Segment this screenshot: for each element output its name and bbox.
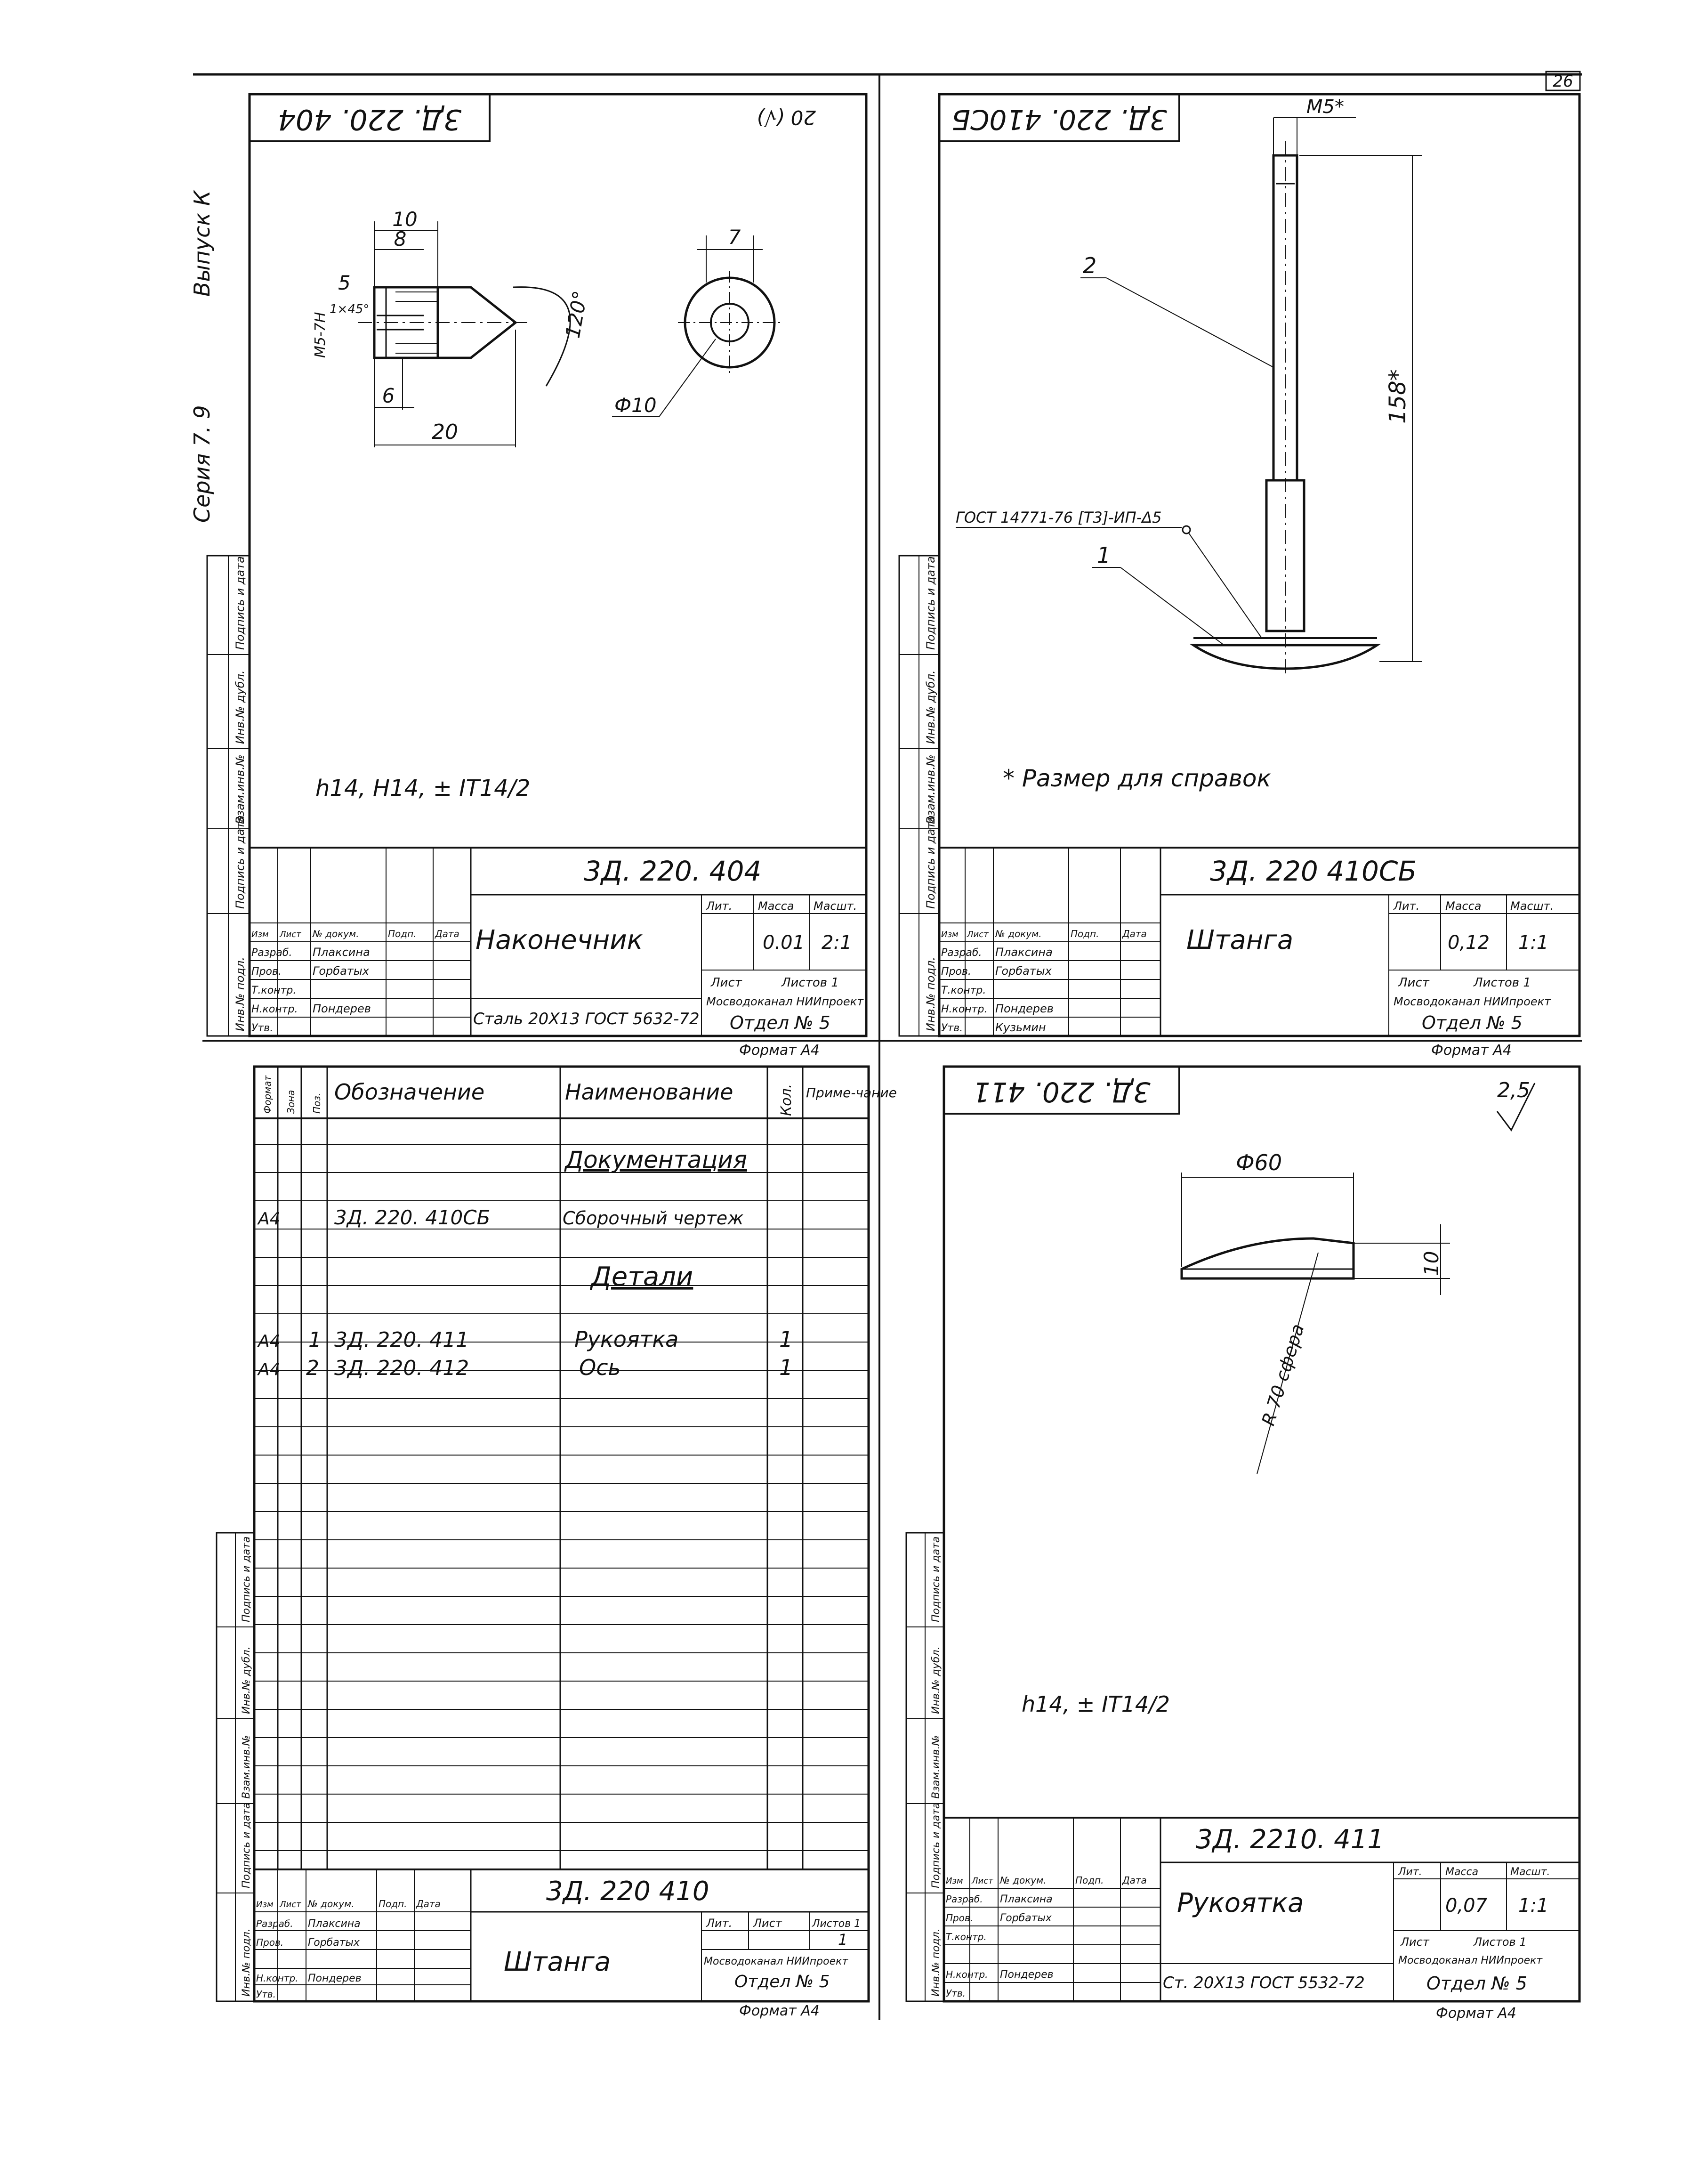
sheet-b-role-4: Н.контр. (941, 1003, 988, 1015)
sheet-d-name: Рукоятка (1177, 1888, 1304, 1918)
side-stamp-d-5: Подпись и дата (930, 1536, 942, 1622)
spec-section-docs: Документация (565, 1146, 747, 1173)
sheet-c-hd-1: Изм (256, 1900, 274, 1909)
sheet-b-scale-head: Масшт. (1510, 899, 1554, 913)
dim-7: 7 (728, 226, 741, 249)
sheet-d-hd-5: Дата (1122, 1875, 1147, 1886)
sheet-d-stamp: 3Д. 220. 411 (973, 1076, 1151, 1108)
sheet-a-role-4: Н.контр. (251, 1003, 298, 1015)
spec-part1-format: А4 (258, 1332, 281, 1351)
sheet-d-dia60: Ф60 (1236, 1150, 1282, 1175)
sheet-b-mass-head: Масса (1445, 899, 1482, 913)
sheet-c-dept: Отдел № 5 (734, 1972, 830, 1991)
side-stamp-d-3: Взам.инв.№ (930, 1735, 942, 1799)
sheet-a-title-block (250, 848, 866, 1059)
side-stamp-b-4: Инв.№ дубл. (924, 670, 937, 744)
sheet-b-razrab: Плаксина (995, 946, 1053, 959)
sheet-b-scale: 1:1 (1518, 932, 1549, 954)
sheet-a-material: Сталь 20Х13 ГОСТ 5632-72 (473, 1010, 700, 1028)
sheet-a-name: Наконечник (475, 925, 643, 955)
side-stamp-c-2: Подпись и дата (241, 1802, 252, 1888)
sheet-a-hd-5: Дата (435, 928, 459, 939)
sheet-d-designation: 3Д. 2210. 411 (1196, 1824, 1384, 1855)
sheet-c-designation: 3Д. 220 410 (546, 1876, 709, 1907)
sheet-a-scale: 2:1 (822, 932, 852, 954)
sheet-a-role-1: Разраб. (251, 947, 292, 959)
sheet-c-razrab: Плаксина (308, 1918, 361, 1930)
sheet-b-thread: M5* (1306, 96, 1344, 118)
spec-col-zone: Зона (285, 1090, 297, 1114)
sheet-d-nkontr: Пондерев (1000, 1969, 1054, 1981)
sheet-d-hd-2: Лист (972, 1876, 993, 1886)
sheet-a-sheet: Лист (711, 976, 742, 990)
sheet-b-weld: ГОСТ 14771-76 [Т3]-ИП-Δ5 (956, 509, 1162, 526)
sheet-b-hd-1: Изм (941, 930, 959, 939)
sheet-d-role-3: Т.контр. (946, 1931, 987, 1942)
sheet-d-scale: 1:1 (1518, 1895, 1549, 1917)
sheet-d-material: Ст. 20Х13 ГОСТ 5532-72 (1163, 1974, 1365, 1992)
side-stamp-d-1: Инв.№ подл. (930, 1928, 942, 1997)
sheet-a (207, 94, 866, 1059)
sheet-d-roughness: 2,5 (1497, 1078, 1530, 1102)
sheet-b-role-3: Т.контр. (941, 985, 986, 996)
sheet-b-stamp: 3Д. 220. 410СБ (951, 103, 1167, 136)
sheet-d-h10: 10 (1420, 1251, 1443, 1276)
spec-col-pos: Поз. (311, 1092, 322, 1114)
sheet-c-org: Мосводоканал НИИпроект (704, 1956, 848, 1967)
spec-asm-format: А4 (258, 1209, 281, 1229)
side-stamp-b-3: Взам.инв.№ (924, 754, 937, 824)
dim-chamfer: 1×45° (330, 302, 370, 316)
sheet-c-nkontr: Пондерев (308, 1973, 362, 1984)
sheet-a-hd-3: № докум. (313, 928, 359, 939)
sheet-a-mass-head: Масса (758, 899, 794, 913)
tip-end-view (612, 226, 782, 417)
sheet-a-scale-head: Масшт. (814, 899, 857, 913)
spec-part2-name: Ось (579, 1355, 621, 1380)
spec-col-name: Наименование (565, 1079, 733, 1105)
sheet-b-role-5: Утв. (941, 1022, 963, 1034)
sheet-a-role-3: Т.контр. (251, 985, 297, 996)
dim-8: 8 (394, 227, 407, 251)
side-stamp-c-5: Подпись и дата (241, 1536, 252, 1622)
sheet-d-mass: 0,07 (1445, 1895, 1488, 1917)
sheet-d-format: Формат А4 (1436, 2005, 1516, 2022)
sheet-a-lit-head: Лит. (706, 899, 733, 913)
issue-margin-label: Выпуск К (189, 190, 215, 297)
sheet-c-specification (217, 1067, 897, 2019)
side-stamp-d-2: Подпись и дата (930, 1802, 942, 1888)
sheet-c-role-1: Разраб. (256, 1918, 293, 1929)
sheet-c-hd-5: Дата (416, 1898, 441, 1909)
sheet-d-sheets: Листов 1 (1474, 1935, 1527, 1949)
side-stamp-c-4: Инв.№ дубл. (241, 1646, 252, 1714)
tip-side-view (312, 208, 592, 447)
sheet-b-hd-5: Дата (1122, 928, 1147, 939)
sheet-a-designation: 3Д. 220. 404 (584, 855, 762, 887)
sheet-d-scale-head: Масшт. (1510, 1866, 1550, 1878)
sheet-a-stamp: 3Д. 220. 404 (277, 103, 462, 136)
spec-part1-name: Рукоятка (574, 1327, 679, 1352)
sheet-d-tolerance: h14, ± IT14/2 (1022, 1691, 1170, 1717)
sheet-b-pos2: 2 (1083, 253, 1097, 278)
sheet-b-role-2: Пров. (941, 966, 971, 978)
spec-part2-designation: 3Д. 220. 412 (334, 1356, 469, 1380)
sheet-d-hd-3: № докум. (1000, 1875, 1047, 1886)
spec-part2-qty: 1 (779, 1355, 793, 1380)
sheet-d-dept: Отдел № 5 (1426, 1973, 1527, 1994)
side-stamp-c-3: Взам.инв.№ (241, 1735, 252, 1799)
dim-5: 5 (338, 271, 351, 294)
sheet-d-role-4: Н.контр. (946, 1969, 988, 1980)
sheet-b-sheets: Листов 1 (1474, 976, 1531, 990)
sheet-c-hd-3: № докум. (308, 1898, 355, 1909)
sheet-b-nkontr: Пондерев (995, 1002, 1054, 1015)
sheet-a-tolerance: h14, H14, ± IT14/2 (315, 775, 531, 801)
dim-10: 10 (392, 208, 418, 231)
sheet-b-dim-158: 158* (1385, 369, 1411, 424)
sheet-c-sheet-head: Лист (753, 1917, 782, 1930)
sheet-d-prov: Горбатых (1000, 1912, 1052, 1924)
dim-6: 6 (382, 384, 395, 407)
sheet-a-org: Мосводоканал НИИпроект (706, 995, 864, 1008)
sheet-c-role-5: Утв. (256, 1989, 276, 2000)
sheet-c-format: Формат А4 (739, 2003, 820, 2019)
sheet-a-sheets: Листов 1 (782, 976, 839, 990)
sheet-a-hd-1: Изм (251, 930, 269, 939)
sheet-b-lit-head: Лит. (1394, 899, 1420, 913)
sheet-a-prov: Горбатых (313, 964, 369, 978)
sheet-a-nkontr: Пондерев (313, 1002, 371, 1015)
spec-col-format: Формат (262, 1075, 273, 1114)
sheet-b-dept: Отдел № 5 (1422, 1012, 1523, 1033)
spec-col-designation: Обозначение (334, 1079, 485, 1105)
sheet-a-dept: Отдел № 5 (730, 1012, 830, 1033)
spec-part2-format: А4 (258, 1360, 281, 1379)
spec-asm-name: Сборочный чертеж (563, 1208, 744, 1229)
page-number: 26 (1553, 72, 1573, 91)
sheet-b-mass: 0,12 (1448, 932, 1490, 954)
sheet-d-radius: R 70 сфера (1257, 1321, 1308, 1428)
sheet-b-title-block (939, 848, 1579, 1059)
sheet-b-designation: 3Д. 220 410СБ (1210, 855, 1417, 887)
sheet-c-lit-head: Лит. (706, 1917, 733, 1930)
spec-section-parts: Детали (591, 1262, 693, 1292)
spec-col-note: Приме-чание (806, 1085, 897, 1100)
side-stamp-a-2: Подпись и дата (234, 815, 247, 909)
sheet-d-lit-head: Лит. (1398, 1866, 1422, 1878)
side-stamp-d-4: Инв.№ дубл. (930, 1646, 942, 1714)
sheet-a-roughness: 20 (√) (756, 106, 816, 129)
sheet-c-hd-4: Подп. (379, 1898, 407, 1909)
sheet-a-mass: 0.01 (763, 932, 805, 954)
sheet-b-pos1: 1 (1097, 542, 1111, 568)
sheet-a-role-2: Пров. (251, 966, 282, 978)
sheet-d-mass-head: Масса (1445, 1866, 1479, 1878)
sheet-c-name: Штанга (504, 1947, 611, 1977)
sheet-a-hd-2: Лист (280, 930, 301, 939)
sheet-b-name: Штанга (1186, 925, 1294, 955)
sheet-d-razrab: Плаксина (1000, 1893, 1053, 1905)
spec-asm-designation: 3Д. 220. 410СБ (334, 1206, 491, 1229)
dim-angle: 120° (561, 289, 592, 340)
sheet-b-hd-4: Подп. (1071, 928, 1099, 939)
sheet-c-role-2: Пров. (256, 1937, 284, 1948)
series-margin-label: Серия 7. 9 (189, 405, 215, 523)
spec-part2-pos: 2 (306, 1356, 319, 1380)
sheet-d-sheet: Лист (1401, 1935, 1429, 1949)
sheet-b-hd-3: № докум. (995, 928, 1042, 939)
sheet-c-hd-2: Лист (280, 1900, 301, 1909)
sheet-a-role-5: Утв. (251, 1022, 274, 1034)
sheet-b-sheet: Лист (1398, 976, 1429, 990)
spec-part1-designation: 3Д. 220. 411 (334, 1328, 469, 1352)
spec-grid (254, 1144, 869, 1851)
spec-col-qty: Кол. (778, 1084, 795, 1116)
sheet-d-role-5: Утв. (946, 1988, 966, 1999)
sheet-b-org: Мосводоканал НИИпроект (1394, 995, 1551, 1008)
spec-part1-pos: 1 (308, 1328, 322, 1352)
sheet-a-hd-4: Подп. (388, 928, 417, 939)
side-stamp-b-2: Подпись и дата (924, 815, 937, 909)
sheet-d-hd-1: Изм (946, 1876, 963, 1886)
sheet-c-prov: Горбатых (308, 1937, 360, 1949)
sheet-b-role-1: Разраб. (941, 947, 982, 959)
sheet-d-role-1: Разраб. (946, 1893, 983, 1905)
dim-20: 20 (432, 420, 458, 444)
dim-thread: M5-7H (312, 312, 329, 358)
sheet-b-hd-2: Лист (967, 930, 989, 939)
rod-assembly (956, 96, 1422, 673)
spec-part1-qty: 1 (779, 1327, 793, 1352)
sheet-b-format: Формат А4 (1431, 1042, 1512, 1059)
side-stamp-a-1: Инв.№ подл. (234, 957, 247, 1031)
sheet-c-sheet-val: 1 (838, 1931, 848, 1949)
side-stamp-a-4: Инв.№ дубл. (234, 670, 247, 744)
sheet-c-sheets-head: Листов 1 (812, 1918, 861, 1930)
sheet-a-format: Формат А4 (739, 1042, 820, 1059)
sheet-b-utv: Кузьмин (995, 1021, 1046, 1034)
dim-dia10: Ф10 (614, 394, 657, 417)
sheet-b (899, 94, 1579, 1059)
sheet-c-role-4: Н.контр. (256, 1973, 298, 1984)
side-stamp-b-1: Инв.№ подл. (924, 957, 937, 1031)
sheet-b-prov: Горбатых (995, 964, 1052, 978)
sheet-a-razrab: Плаксина (313, 946, 370, 959)
handle-drawing (1182, 1150, 1450, 1474)
sheet-d-hd-4: Подп. (1075, 1875, 1104, 1886)
sheet-b-note: * Размер для справок (1003, 765, 1271, 792)
side-stamp-a-3: Взам.инв.№ (234, 754, 247, 824)
side-stamp-b-5: Подпись и дата (924, 556, 937, 650)
sheet-d-org: Мосводоканал НИИпроект (1398, 1955, 1543, 1966)
side-stamp-c-1: Инв.№ подл. (241, 1928, 252, 1997)
sheet-d-role-2: Пров. (946, 1912, 974, 1924)
sheet-d (906, 1067, 1579, 2022)
side-stamp-a-5: Подпись и дата (234, 556, 247, 650)
